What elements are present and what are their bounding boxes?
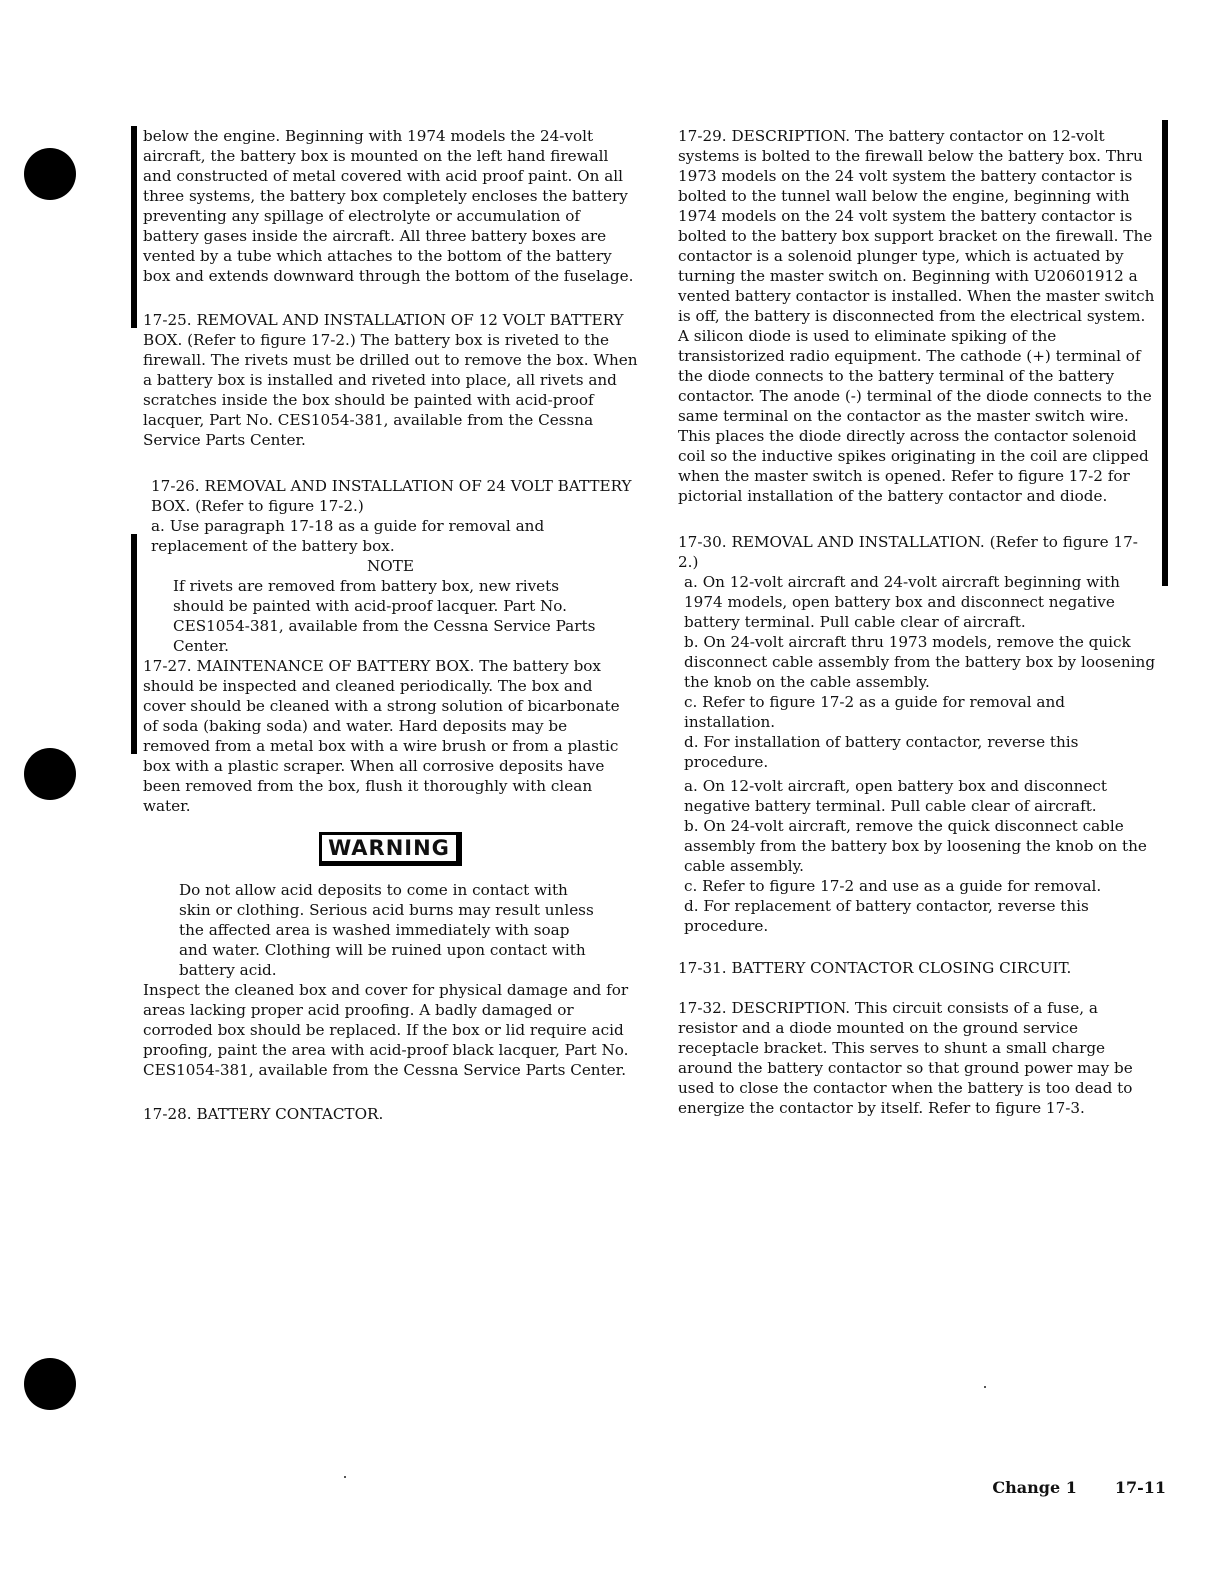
step-1-b: b. On 24-volt aircraft thru 1973 models, remove the quick disconnect cable assembly from the battery box by loosening the knob on the cable assembly. — [684, 633, 1156, 691]
scan-speck — [344, 1476, 346, 1478]
left-column — [143, 126, 638, 1124]
step-2-a: a. On 12-volt aircraft, open battery box and disconnect negative battery terminal. Pull cable clear of aircraft. — [684, 777, 1108, 815]
section-17-25: 17-25. REMOVAL AND INSTALLATION OF 12 VOLT BATTERY BOX. (Refer to figure 17-2.) The battery box is riveted to the firewall. The rivets must be drilled out to remove the box. When a battery box is installed and riveted into place, all rivets and scratches inside the box should be painted with acid-proof lacquer, Part No. CES1054-381, available from the Cessna Service Parts Center. — [143, 311, 638, 449]
page-number: 17-11 — [1114, 1478, 1166, 1497]
warning-label: WARNING — [319, 832, 462, 866]
section-17-29: 17-29. DESCRIPTION. The battery contactor on 12-volt systems is bolted to the firewall below the battery box. Thru 1973 models on the 24 volt system the battery contactor is bolted to the tunnel wall below the engine, beginning with 1974 models on the 24 volt system the battery contactor is bolted to the battery box support bracket on the firewall. The contactor is a solenoid plunger type, which is actuated by turning the master switch on. Beginning with U20601912 a vented battery contactor is installed. When the master switch is off, the battery is disconnected from the electrical system. A silicon diode is used to eliminate spiking of the transistorized radio equipment. The cathode (+) terminal of the diode connects to the battery terminal of the battery contactor. The anode (-) terminal of the diode connects to the same terminal on the contactor as the master switch wire. This places the diode directly across the contactor solenoid coil so the inductive spikes originating in the coil are clipped when the master switch is opened. Refer to figure 17-2 for pictorial installation of the battery contactor and diode. — [678, 127, 1155, 505]
change-bar-left-middle — [131, 534, 137, 754]
punch-hole-bottom — [24, 1358, 76, 1410]
section-17-26-heading: 17-26. REMOVAL AND INSTALLATION OF 24 VOLT BATTERY BOX. (Refer to figure 17-2.) — [151, 477, 632, 515]
step-2-d: d. For replacement of battery contactor, reverse this procedure. — [684, 897, 1089, 935]
section-17-32: 17-32. DESCRIPTION. This circuit consists of a fuse, a resistor and a diode mounted on the ground service receptacle bracket. This serves to shunt a small charge around the battery contactor so that ground power may be used to close the contactor when the battery is too dead to energize the contactor by itself. Refer to figure 17-3. — [678, 999, 1133, 1117]
punch-hole-middle — [24, 748, 76, 800]
warning-box — [143, 832, 638, 866]
step-2-c: c. Refer to figure 17-2 and use as a guide for removal. — [684, 877, 1102, 895]
scan-speck — [984, 1386, 986, 1388]
page-footer — [992, 1478, 1166, 1497]
warning-body: Do not allow acid deposits to come in contact with skin or clothing. Serious acid burns may result unless the affected area is washed immediately with soap and water. Clothing will be ruined upon contact with battery acid. — [179, 881, 594, 979]
inspect-paragraph: Inspect the cleaned box and cover for physical damage and for areas lacking proper acid proofing. A badly damaged or corroded box should be replaced. If the box or lid require acid proofing, paint the area with acid-proof black lacquer, Part No. CES1054-381, available from the Cessna Service Parts Center. — [143, 981, 629, 1079]
punch-hole-top — [24, 148, 76, 200]
step-1-d: d. For installation of battery contactor, reverse this procedure. — [684, 733, 1079, 771]
intro-paragraph: below the engine. Beginning with 1974 models the 24-volt aircraft, the battery box is mounted on the left hand firewall and constructed of metal covered with acid proof paint. On all three systems, the battery box completely encloses the battery preventing any spillage of electrolyte or accumulation of battery gases inside the aircraft. All three battery boxes are vented by a tube which attaches to the bottom of the battery box and extends downward through the bottom of the fuselage. — [143, 127, 634, 285]
section-17-31: 17-31. BATTERY CONTACTOR CLOSING CIRCUIT. — [678, 959, 1072, 977]
step-1-a: a. On 12-volt aircraft and 24-volt aircraft beginning with 1974 models, open battery box and disconnect negative battery terminal. Pull cable clear of aircraft. — [684, 573, 1120, 631]
step-2-b: b. On 24-volt aircraft, remove the quick disconnect cable assembly from the battery box by loosening the knob on the cable assembly. — [684, 817, 1147, 875]
section-17-26-step-a: a. Use paragraph 17-18 as a guide for removal and replacement of the battery box. — [151, 517, 545, 555]
change-bar-left-top — [131, 126, 137, 328]
change-label: Change 1 — [992, 1478, 1077, 1497]
section-17-28: 17-28. BATTERY CONTACTOR. — [143, 1105, 384, 1123]
note-title: NOTE — [367, 557, 414, 575]
section-17-27: 17-27. MAINTENANCE OF BATTERY BOX. The battery box should be inspected and cleaned periodically. The box and cover should be cleaned with a strong solution of bicarbonate of soda (baking soda) and water. Hard deposits may be removed from a metal box with a wire brush or from a plastic box with a plastic scraper. When all corrosive deposits have been removed from the box, flush it thoroughly with clean water. — [143, 657, 620, 815]
right-column — [678, 126, 1158, 1118]
section-17-30-heading: 17-30. REMOVAL AND INSTALLATION. (Refer to figure 17-2.) — [678, 533, 1138, 571]
step-1-c: c. Refer to figure 17-2 as a guide for removal and installation. — [684, 693, 1065, 731]
note-body: If rivets are removed from battery box, new rivets should be painted with acid-proof lacquer. Part No. CES1054-381, available from the Cessna Service Parts Center. — [173, 577, 596, 655]
change-bar-right — [1162, 120, 1168, 586]
